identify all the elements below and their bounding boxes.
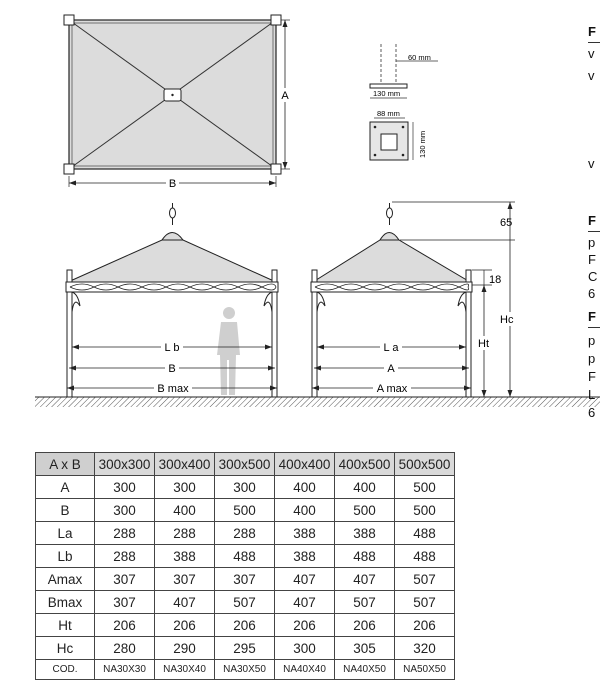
elev-right-dim-hc: Hc	[500, 314, 514, 326]
elev-right-dim-amax: A max	[376, 383, 408, 395]
detail-dim-60: 60 mm	[408, 53, 431, 62]
table-cell: 320	[395, 637, 455, 660]
table-cell: 300	[95, 499, 155, 522]
table-cell: NA30X50	[215, 660, 275, 680]
row-label: Hc	[36, 637, 95, 660]
table-cell: 407	[275, 591, 335, 614]
table-cell: 488	[335, 545, 395, 568]
table-cell: 295	[215, 637, 275, 660]
detail-dim-88: 88 mm	[377, 109, 400, 118]
table-cell: 488	[395, 522, 455, 545]
side-line: F	[588, 369, 596, 384]
plan-dim-b: B	[168, 178, 177, 190]
table-cell: 500	[215, 499, 275, 522]
elev-right-dim-la: L a	[383, 342, 399, 354]
side-heading-1: F	[588, 22, 600, 43]
side-line: F	[588, 252, 596, 267]
table-header-row	[36, 453, 455, 476]
table-cell: 388	[275, 545, 335, 568]
side-line: 6	[588, 286, 596, 301]
table-cell: 206	[215, 614, 275, 637]
elevation-right	[311, 202, 517, 397]
table-cell: 290	[155, 637, 215, 660]
table-cell: 307	[95, 591, 155, 614]
row-label: COD.	[36, 660, 95, 680]
post-detail	[370, 44, 438, 160]
table-row	[36, 476, 455, 499]
table-cell: NA30X30	[95, 660, 155, 680]
table-cell: 400	[275, 476, 335, 499]
side-line: p	[588, 235, 596, 250]
table-cell: 500	[395, 499, 455, 522]
table-cell: NA40X50	[335, 660, 395, 680]
side-line: p	[588, 351, 596, 366]
table-cell: 280	[95, 637, 155, 660]
side-line: v	[588, 68, 595, 83]
detail-dim-130-side: 130 mm	[418, 130, 427, 158]
side-heading-3: F	[588, 307, 600, 328]
row-label: A	[36, 476, 95, 499]
table-cell: 307	[215, 568, 275, 591]
ground-hatch	[35, 397, 600, 407]
elev-right-dim-ht: Ht	[478, 338, 489, 350]
table-cell: 206	[335, 614, 395, 637]
row-label: Lb	[36, 545, 95, 568]
column-header: 500x500	[395, 453, 455, 476]
elevation-left	[66, 203, 278, 397]
plan-dim-a: A	[281, 90, 289, 102]
table-cell: 400	[155, 499, 215, 522]
table-cell: 288	[155, 522, 215, 545]
elev-left-dim-lb: L b	[164, 342, 180, 354]
side-line: C	[588, 269, 598, 284]
table-corner-header: A x B	[36, 453, 95, 476]
table-cell: 488	[215, 545, 275, 568]
table-row	[36, 637, 455, 660]
table-cell: 407	[335, 568, 395, 591]
table-cell: 400	[335, 476, 395, 499]
table-cell: NA50X50	[395, 660, 455, 680]
column-header: 300x300	[95, 453, 155, 476]
table-row	[36, 522, 455, 545]
table-cell: 388	[155, 545, 215, 568]
table-cell: 400	[275, 499, 335, 522]
elev-left-dim-b: B	[168, 363, 176, 375]
table-cell: 407	[155, 591, 215, 614]
table-cell: 300	[155, 476, 215, 499]
row-label: Bmax	[36, 591, 95, 614]
side-heading-2: F	[588, 211, 600, 232]
side-line: v	[588, 46, 595, 61]
elev-right-dim-18: 18	[489, 274, 502, 286]
table-cell: 305	[335, 637, 395, 660]
table-cell: 507	[395, 568, 455, 591]
table-cell: 206	[275, 614, 335, 637]
column-header: 300x400	[155, 453, 215, 476]
table-cell: 300	[275, 637, 335, 660]
person-silhouette	[217, 307, 240, 395]
table-row	[36, 591, 455, 614]
row-label: B	[36, 499, 95, 522]
row-label: Ht	[36, 614, 95, 637]
column-header: 400x400	[275, 453, 335, 476]
table-row	[36, 568, 455, 591]
table-cell: 288	[215, 522, 275, 545]
table-cell: 288	[95, 545, 155, 568]
row-label: La	[36, 522, 95, 545]
table-cell: 206	[95, 614, 155, 637]
table-row	[36, 614, 455, 637]
side-line: v	[588, 156, 595, 171]
elev-right-dim-65: 65	[500, 217, 513, 229]
side-line: 6	[588, 405, 596, 420]
table-cell: 488	[395, 545, 455, 568]
side-line: p	[588, 333, 596, 348]
table-cell: 500	[395, 476, 455, 499]
table-cell: 300	[95, 476, 155, 499]
table-cell: 507	[395, 591, 455, 614]
dimensions-table	[35, 452, 455, 680]
table-cell: 300	[215, 476, 275, 499]
column-header: 400x500	[335, 453, 395, 476]
detail-dim-130-top: 130 mm	[373, 89, 401, 98]
table-cell: 307	[95, 568, 155, 591]
table-cell: 388	[275, 522, 335, 545]
table-cell: 206	[155, 614, 215, 637]
table-cell: 507	[215, 591, 275, 614]
table-cell: 500	[335, 499, 395, 522]
table-cell: NA40X40	[275, 660, 335, 680]
elev-right-dim-a: A	[387, 363, 395, 375]
table-cell: 288	[95, 522, 155, 545]
table-row	[36, 499, 455, 522]
column-header: 300x500	[215, 453, 275, 476]
table-cell: 307	[155, 568, 215, 591]
plan-view	[64, 15, 291, 190]
table-cell: 206	[395, 614, 455, 637]
table-cell: 507	[335, 591, 395, 614]
table-row-code	[36, 660, 455, 680]
side-line: L	[588, 387, 596, 402]
table-row	[36, 545, 455, 568]
row-label: Amax	[36, 568, 95, 591]
table-cell: 388	[335, 522, 395, 545]
table-cell: NA30X40	[155, 660, 215, 680]
table-cell: 407	[275, 568, 335, 591]
elev-left-dim-bmax: B max	[157, 383, 189, 395]
